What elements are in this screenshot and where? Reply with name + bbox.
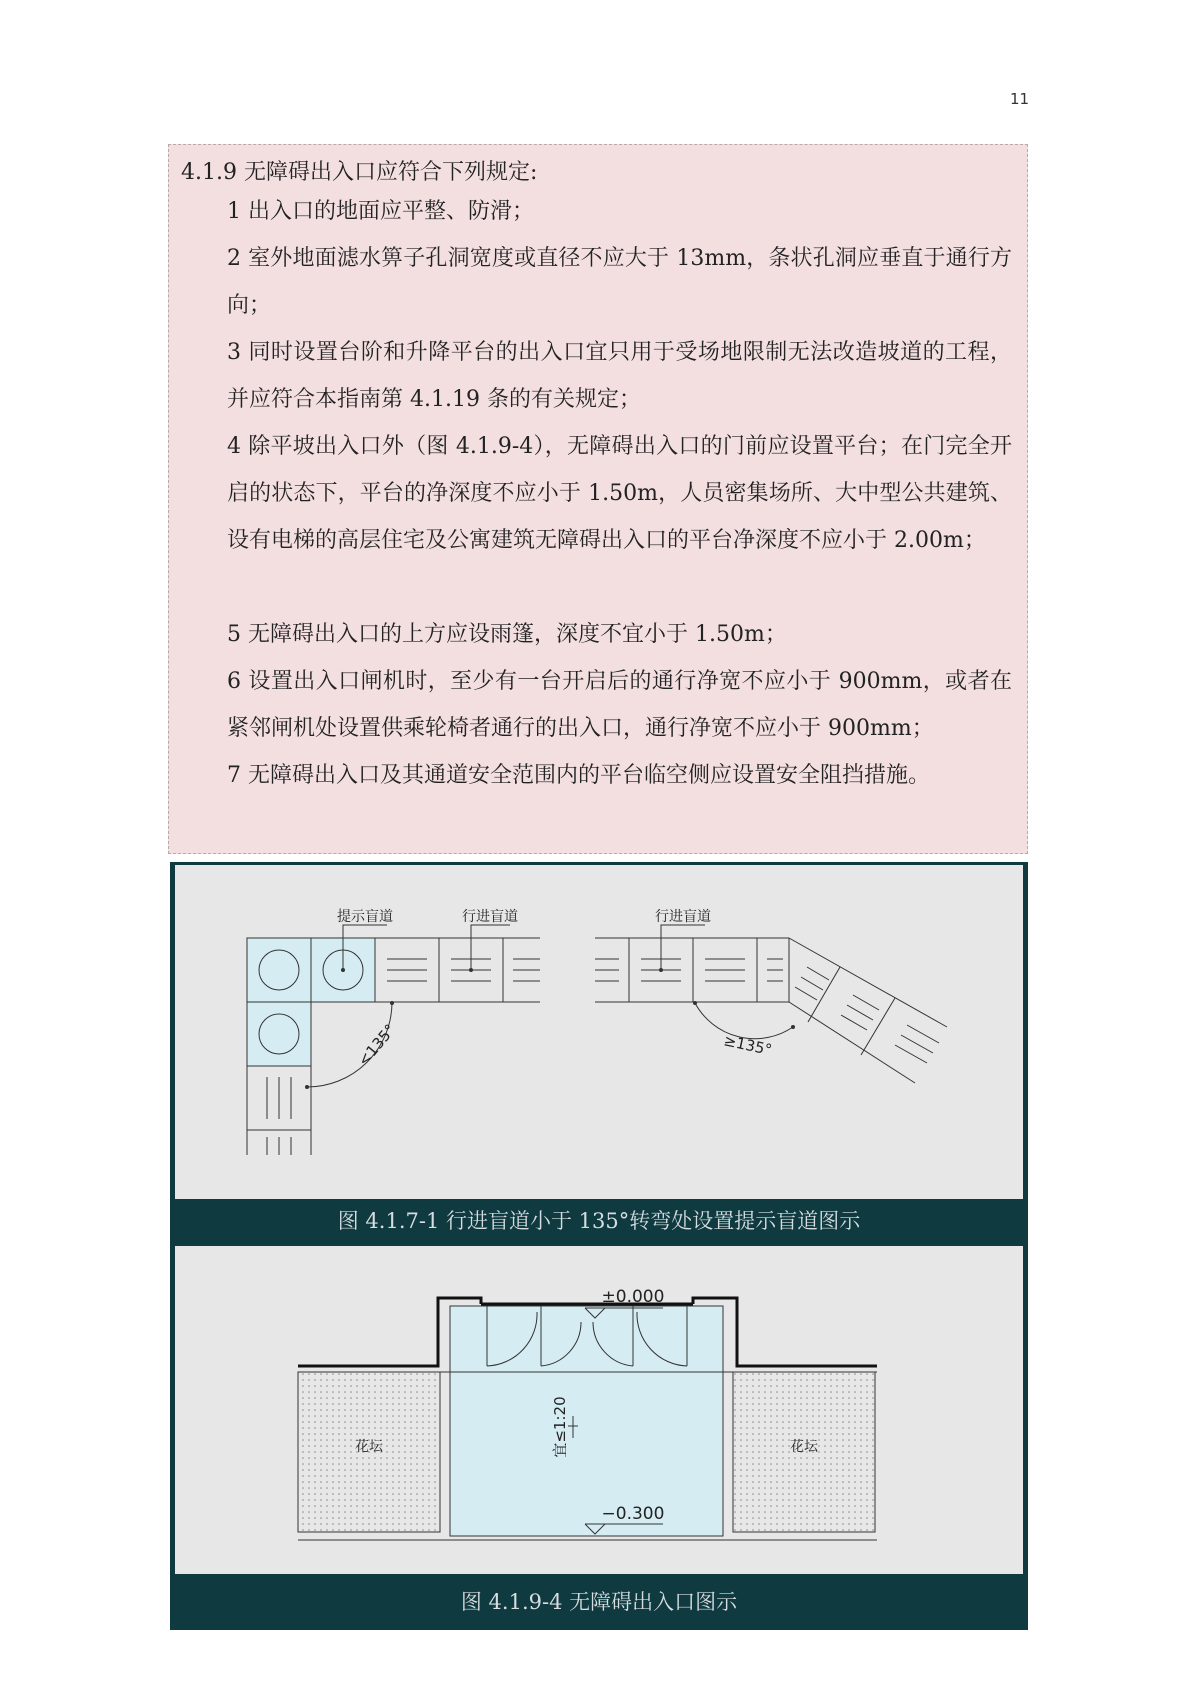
page-number: 11 (1010, 90, 1030, 108)
clause-item: 3 同时设置台阶和升降平台的出入口宜只用于受场地限制无法改造坡道的工程，并应符合本指南第 4.1.19 条的有关规定； (227, 340, 1012, 412)
entrance-platform (450, 1306, 723, 1536)
clause-item: 1 出入口的地面应平整、防滑； (227, 199, 534, 224)
clause-item: 2 室外地面滤水箅子孔洞宽度或直径不应大于 13mm，条状孔洞应垂直于通行方向； (227, 246, 1012, 318)
warning-tile (247, 938, 311, 1002)
figure-2-drawing (175, 1246, 1023, 1574)
slope-label: 宜≤1:20 (551, 1396, 569, 1458)
warning-paving-label: 提示盲道 (337, 909, 393, 925)
figure-1-drawing (175, 865, 1023, 1199)
angle-label-right: ≥135° (722, 1031, 774, 1060)
tactile-paving-diagram (175, 865, 1023, 1199)
figure-2-caption: 图 4.1.9-4 无障碍出入口图示 (460, 1590, 738, 1614)
warning-tile (247, 1002, 311, 1066)
clause-box (168, 144, 1028, 854)
planter-right-label: 花坛 (790, 1439, 818, 1455)
guide-paving-label-right: 行进盲道 (655, 909, 711, 925)
clause-item: 7 无障碍出入口及其通道安全范围内的平台临空侧应设置安全阻挡措施。 (227, 763, 930, 788)
clause-heading: 4.1.9 无障碍出入口应符合下列规定: (181, 160, 538, 185)
clause-item: 6 设置出入口闸机时，至少有一台开启后的通行净宽不应小于 900mm，或者在紧邻闸机处设置供乘轮椅者通行的出入口，通行净宽不应小于 900mm； (227, 669, 1012, 741)
guide-paving-label-left: 行进盲道 (462, 909, 518, 925)
figure-1-caption: 图 4.1.7-1 行进盲道小于 135°转弯处设置提示盲道图示 (337, 1209, 861, 1233)
elevation-bottom-label: −0.300 (601, 1504, 665, 1524)
elevation-top-label: ±0.000 (601, 1287, 665, 1307)
planter-left-label: 花坛 (355, 1439, 383, 1455)
clause-item: 4 除平坡出入口外（图 4.1.9-4），无障碍出入口的门前应设置平台；在门完全开启的状态下，平台的净深度不应小于 1.50m，人员密集场所、大中型公共建筑、设有电梯的高层住宅及公寓建筑无障碍出入口的平台净深度不应小于 2.00m； (227, 434, 1012, 553)
clause-item: 5 无障碍出入口的上方应设雨篷，深度不宜小于 1.50m； (227, 622, 787, 647)
angle-label-left: <135° (354, 1020, 400, 1070)
entrance-plan-diagram (175, 1246, 1023, 1574)
figure-panel (170, 862, 1028, 1630)
